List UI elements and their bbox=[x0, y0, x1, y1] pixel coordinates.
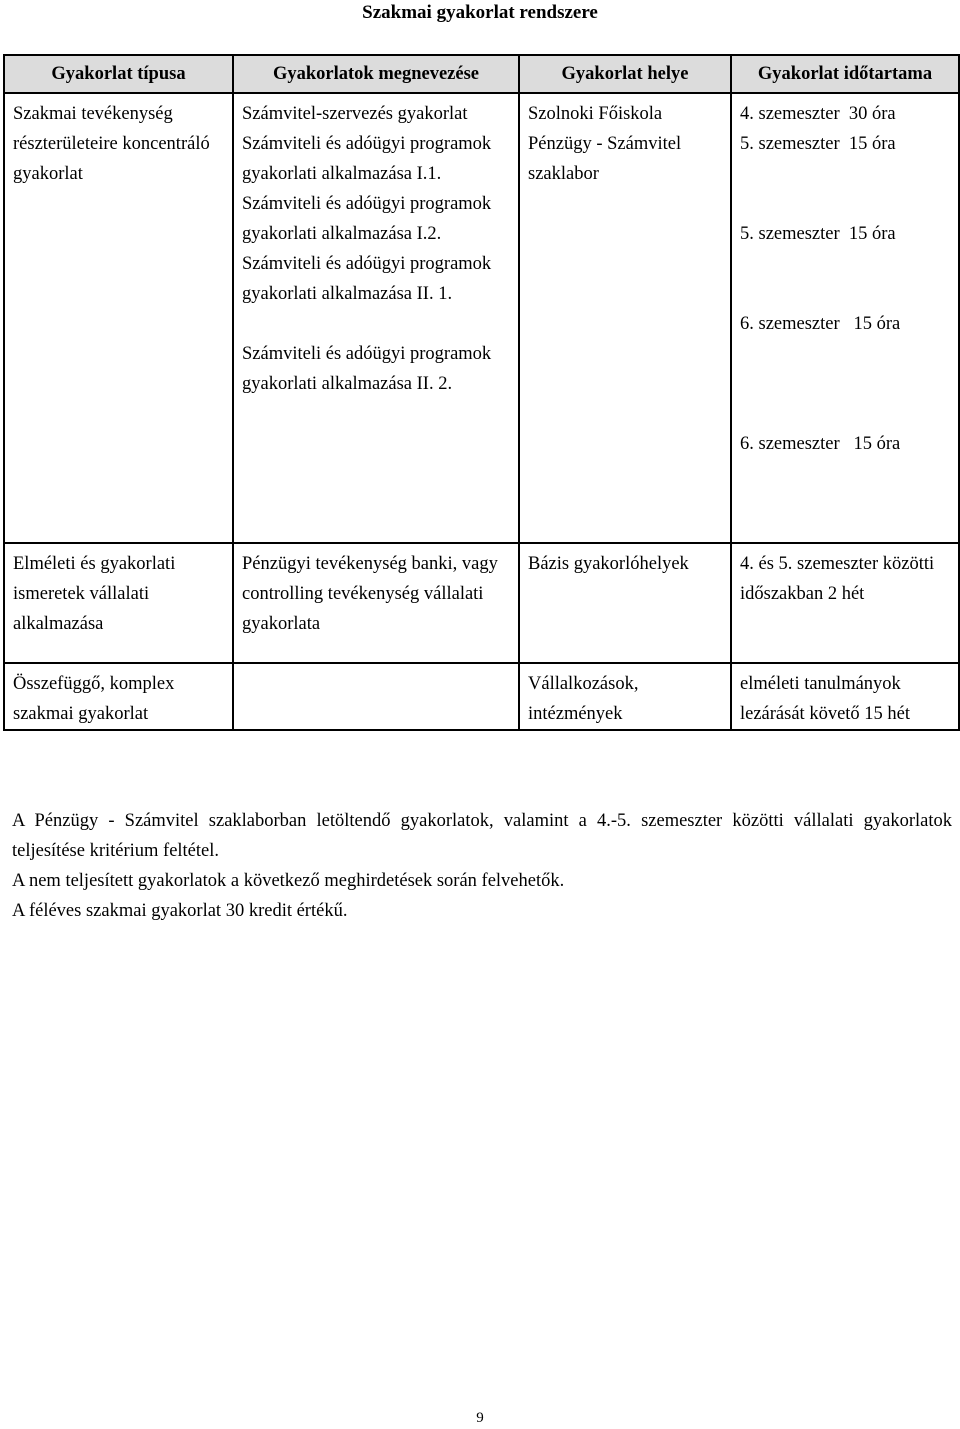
practice-type: Szakmai tevékenység részterületeire koncentráló gyakorlat bbox=[13, 104, 210, 184]
table-row bbox=[4, 93, 959, 543]
practice-duration: 6. szemeszter 15 óra bbox=[740, 314, 901, 334]
practice-duration-cell bbox=[731, 663, 959, 730]
practice-duration-cell bbox=[731, 543, 959, 663]
practice-type-cell bbox=[4, 663, 233, 730]
practice-place: Vállalkozások, intézmények bbox=[528, 674, 639, 724]
practice-type-cell bbox=[4, 543, 233, 663]
practice-duration: 4. és 5. szemeszter közötti időszakban 2 hét bbox=[740, 554, 935, 604]
practice-type-cell bbox=[4, 93, 233, 543]
table-row bbox=[4, 663, 959, 730]
practice-name-cell bbox=[233, 543, 519, 663]
note-paragraph: A Pénzügy - Számvitel szaklaborban letöltendő gyakorlatok, valamint a 4.-5. szemeszter közötti vállalati gyakorlatok teljesítése kritérium feltétel. bbox=[12, 811, 952, 861]
practice-name: Számviteli és adóügyi programok gyakorlati alkalmazása I.1. bbox=[242, 134, 492, 184]
header-name: Gyakorlatok megnevezése bbox=[233, 55, 519, 93]
practice-place: Pénzügy - Számvitel szaklabor bbox=[528, 134, 682, 184]
practice-duration: 4. szemeszter 30 óra bbox=[740, 104, 896, 124]
practice-table bbox=[3, 54, 960, 731]
table-header-row bbox=[4, 55, 959, 93]
practice-place-cell bbox=[519, 93, 731, 543]
header-place: Gyakorlat helye bbox=[519, 55, 731, 93]
practice-duration: 5. szemeszter 15 óra bbox=[740, 134, 896, 154]
page-number: 9 bbox=[476, 1410, 484, 1426]
practice-name: Számviteli és adóügyi programok gyakorlati alkalmazása II. 2. bbox=[242, 344, 492, 394]
practice-duration: elméleti tanulmányok lezárását követő 15 hét bbox=[740, 674, 911, 724]
practice-name: Pénzügyi tevékenység banki, vagy controlling tevékenység vállalati gyakorlata bbox=[242, 554, 498, 634]
practice-names-cell bbox=[233, 93, 519, 543]
practice-duration-cell bbox=[731, 93, 959, 543]
note-paragraph: A féléves szakmai gyakorlat 30 kredit értékű. bbox=[12, 901, 348, 921]
header-duration: Gyakorlat időtartama bbox=[731, 55, 959, 93]
page-title: Szakmai gyakorlat rendszere bbox=[362, 2, 598, 23]
practice-name: Számviteli és adóügyi programok gyakorlati alkalmazása II. 1. bbox=[242, 254, 492, 304]
practice-duration: 5. szemeszter 15 óra bbox=[740, 224, 896, 244]
notes-section bbox=[12, 806, 952, 926]
note-paragraph: A nem teljesített gyakorlatok a következő meghirdetések során felvehetők. bbox=[12, 871, 565, 891]
practice-type: Elméleti és gyakorlati ismeretek vállalati alkalmazása bbox=[13, 554, 176, 634]
practice-name: Számviteli és adóügyi programok gyakorlati alkalmazása I.2. bbox=[242, 194, 492, 244]
practice-type: Összefüggő, komplex szakmai gyakorlat bbox=[13, 674, 175, 724]
practice-name: Számvitel-szervezés gyakorlat bbox=[242, 104, 468, 124]
practice-place-cell bbox=[519, 543, 731, 663]
practice-name-cell bbox=[233, 663, 519, 730]
practice-place: Bázis gyakorlóhelyek bbox=[528, 554, 689, 574]
practice-place: Szolnoki Főiskola bbox=[528, 104, 663, 124]
header-type: Gyakorlat típusa bbox=[4, 55, 233, 93]
table-row bbox=[4, 543, 959, 663]
practice-place-cell bbox=[519, 663, 731, 730]
practice-duration: 6. szemeszter 15 óra bbox=[740, 434, 901, 454]
